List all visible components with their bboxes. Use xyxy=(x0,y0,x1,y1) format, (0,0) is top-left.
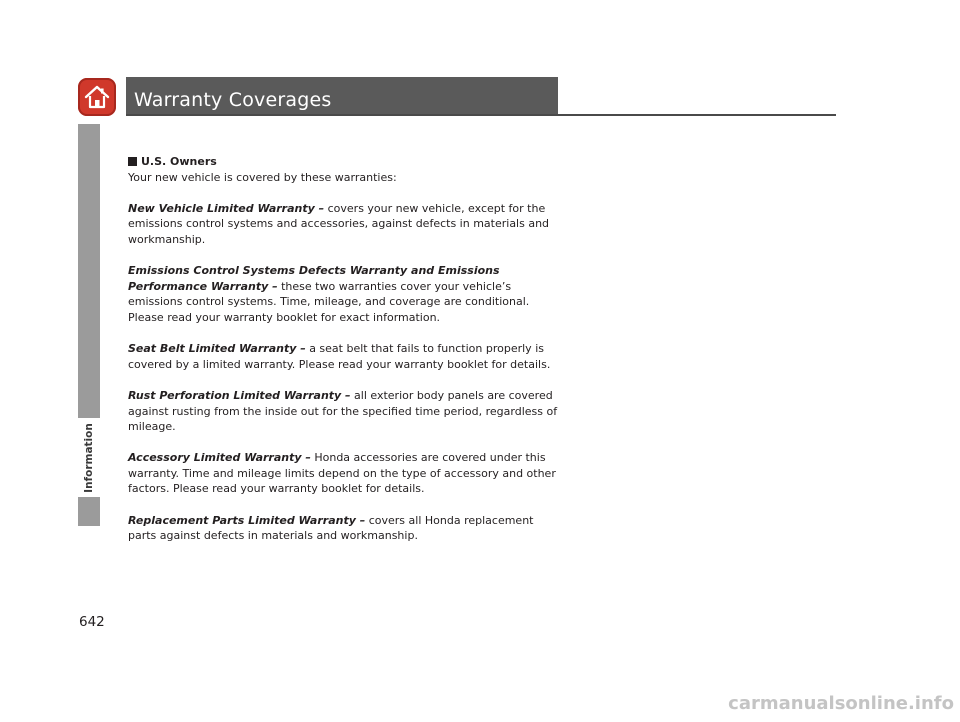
intro-text: Your new vehicle is covered by these warranties: xyxy=(128,170,397,184)
warranty-item xyxy=(128,341,558,372)
warranty-item xyxy=(128,513,558,544)
warranty-description: all exterior body panels are covered against rusting from the inside out for the specified time period, regardless of mileage. xyxy=(128,388,558,434)
side-tab-upper xyxy=(78,124,100,418)
warranty-term: Emissions Control Systems Defects Warranty and Emissions Performance Warranty – xyxy=(128,264,500,293)
section-heading xyxy=(128,154,558,170)
main-content xyxy=(128,154,558,544)
home-button[interactable] xyxy=(78,78,116,116)
section-tab-information[interactable] xyxy=(81,418,97,498)
watermark: carmanualsonline.info xyxy=(728,693,954,714)
warranty-term: New Vehicle Limited Warranty – xyxy=(128,201,325,215)
warranty-term: Rust Perforation Limited Warranty – xyxy=(128,388,351,402)
warranty-description: a seat belt that fails to function properly is covered by a limited warranty. Please read your warranty booklet for details. xyxy=(128,342,551,371)
warranty-term: Replacement Parts Limited Warranty – xyxy=(128,513,366,527)
warranty-term: Seat Belt Limited Warranty – xyxy=(128,342,306,356)
section-tab-label: Information xyxy=(83,423,95,493)
warranty-item xyxy=(128,263,558,325)
warranty-item xyxy=(128,450,558,497)
warranty-item xyxy=(128,388,558,435)
section-heading-text: U.S. Owners xyxy=(141,155,217,168)
title-bar xyxy=(126,77,558,115)
warranty-description: covers all Honda replacement parts against defects in materials and workmanship. xyxy=(128,513,534,543)
page-number: 642 xyxy=(79,614,105,630)
home-icon xyxy=(83,84,111,110)
page-title: Warranty Coverages xyxy=(134,89,332,111)
title-underline xyxy=(126,114,836,116)
square-bullet-icon xyxy=(128,157,137,166)
warranty-description: Honda accessories are covered under this warranty. Time and mileage limits depend on the type of accessory and other factors. Please read your warranty booklet for details. xyxy=(128,451,556,496)
warranty-term: Accessory Limited Warranty – xyxy=(128,451,311,465)
warranty-item xyxy=(128,201,558,248)
warranty-description: covers your new vehicle, except for the emissions control systems and accessories, against defects in materials and workmanship. xyxy=(128,201,550,246)
warranty-description: these two warranties cover your vehicle’s emissions control systems. Time, mileage, and coverage are conditional. Please read your warranty booklet for exact information. xyxy=(128,279,530,324)
side-tab-lower xyxy=(78,497,100,526)
